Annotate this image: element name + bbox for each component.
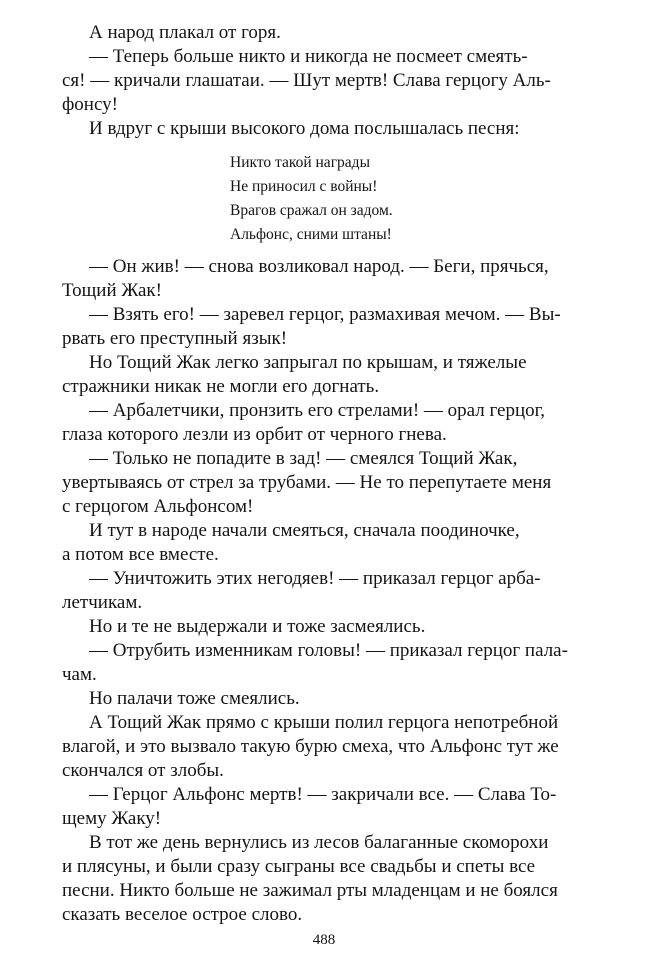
paragraph: — Только не попадите в зад! — смеялся Тощий Жак, увертываясь от стрел за трубами. — Не то перепутаете меня с герцогом Альфонсом! [62, 448, 552, 517]
paragraph: — Арбалетчики, пронзить его стрелами! — орал герцог, глаза которого лезли из орбит от черного гнева. [62, 400, 546, 445]
paragraph: Но и те не выдержали и тоже засмеялись. [89, 616, 426, 637]
paragraph: — Теперь больше никто и никогда не посмеет смеять- ся! — кричали глашатаи. — Шут мертв! Слава герцогу Аль- фонсу! [62, 46, 551, 115]
page-text-block [62, 21, 584, 927]
paragraph: И вдруг с крыши высокого дома послышалась песня: [89, 118, 520, 139]
paragraph: В тот же день вернулись из лесов балаганные скоморохи и плясуны, и были сразу сыграны все свадьбы и спеты все песни. Никто больше не зажимал рты младенцам и не боялся сказать веселое острое слово. [62, 832, 558, 925]
paragraph: — Герцог Альфонс мертв! — закричали все. — Слава То- щему Жаку! [62, 784, 557, 829]
paragraph: А Тощий Жак прямо с крыши полил герцога непотребной влагой, и это вызвало такую бурю смеха, что Альфонс тут же скончался от злобы. [62, 712, 559, 781]
poem-stanza [62, 151, 584, 247]
poem-line: Никто такой награды [230, 154, 370, 171]
paragraph: — Взять его! — заревел герцог, размахивая мечом. — Вы- рвать его преступный язык! [62, 304, 561, 349]
paragraph: — Уничтожить этих негодяев! — приказал герцог арба- летчикам. [62, 568, 541, 613]
page-number: 488 [312, 932, 336, 948]
paragraph: — Он жив! — снова возликовал народ. — Беги, прячься, Тощий Жак! [62, 256, 549, 301]
paragraph: Но палачи тоже смеялись. [89, 688, 300, 709]
poem-line: Альфонс, сними штаны! [230, 226, 392, 243]
paragraph: А народ плакал от горя. [89, 22, 281, 43]
paragraph: И тут в народе начали смеяться, сначала поодиночке, а потом все вместе. [62, 520, 520, 565]
paragraph: — Отрубить изменникам головы! — приказал герцог пала- чам. [62, 640, 568, 685]
poem-line: Врагов сражал он задом. [230, 202, 393, 219]
paragraph: Но Тощий Жак легко запрыгал по крышам, и тяжелые стражники никак не могли его догнать. [62, 352, 527, 397]
poem-line: Не приносил с войны! [230, 178, 378, 195]
